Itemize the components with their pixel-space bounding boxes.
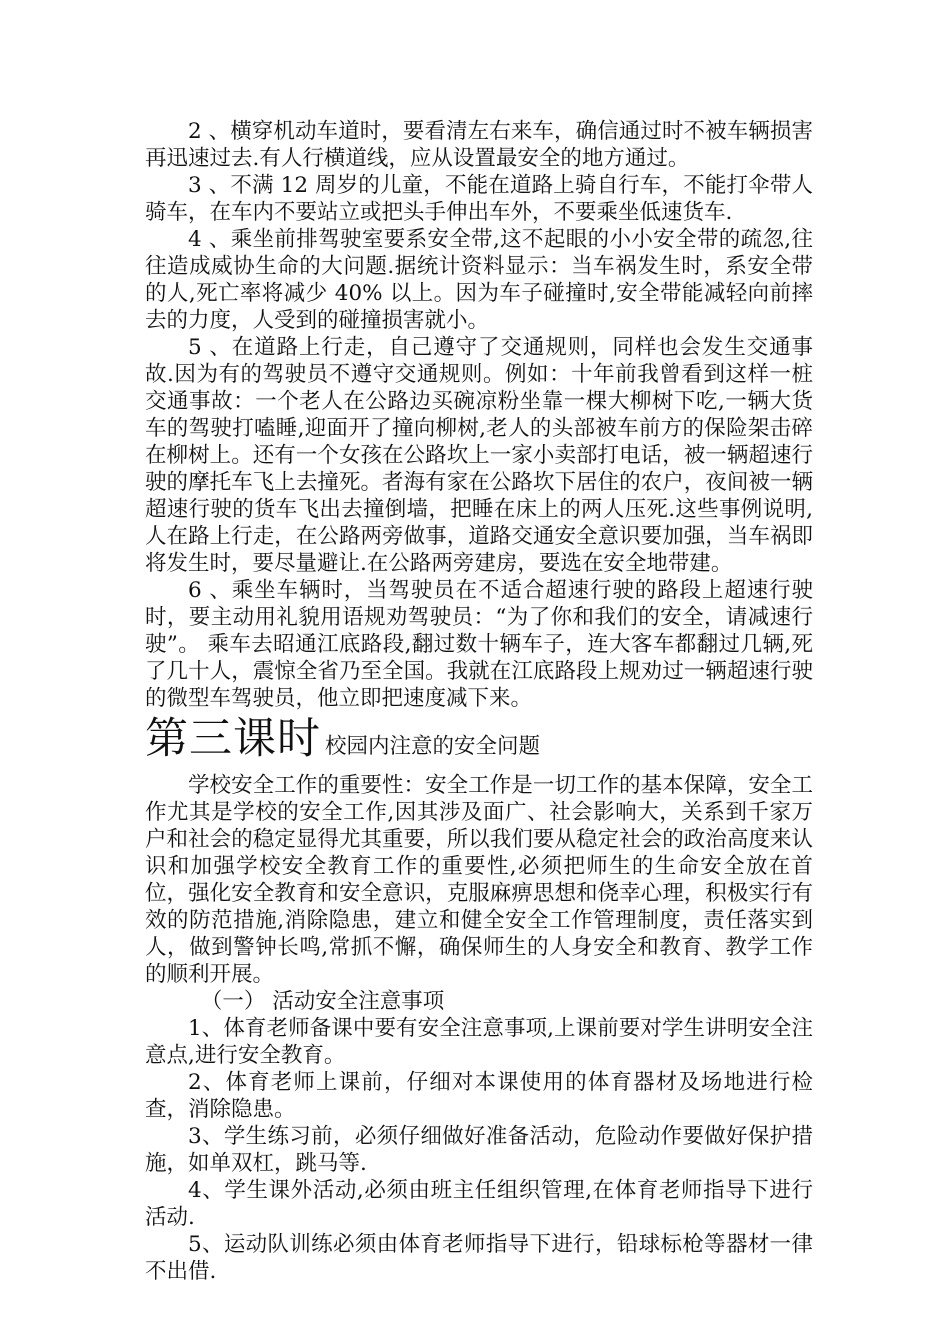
paragraph-rule-4: 4 、乘坐前排驾驶室要系安全带,这不起眼的小小安全带的疏忽,往往造成威协生命的大问题.据统计资料显示：当车祸发生时，系安全带的人,死亡率将减少 40% 以上。因为车子碰撞时,安全带能减轻向前摔去的力度，人受到的碰撞损害就小。	[145, 227, 813, 333]
paragraph-rule-2: 2 、横穿机动车道时，要看清左右来车，确信通过时不被车辆损害再迅速过去.有人行横道线，应从设置最安全的地方通过。	[145, 119, 813, 171]
list-item-2: 2、体育老师上课前，仔细对本课使用的体育器材及场地进行检查，消除隐患。	[145, 1070, 813, 1122]
list-item-5: 5、运动队训练必须由体育老师指导下进行，铅球标枪等器材一律不出借.	[145, 1232, 813, 1284]
lesson-heading	[145, 716, 813, 770]
lesson-heading-subtitle: 校园内注意的安全问题	[325, 734, 541, 759]
paragraph-rule-5: 5 、在道路上行走，自己遵守了交通规则，同样也会发生交通事故.因为有的驾驶员不遵守交通规则。例如：十年前我曾看到这样一桩交通事故：一个老人在公路边买碗凉粉坐靠一棵大柳树下吃,一辆大货车的驾驶打嗑睡,迎面开了撞向柳树,老人的头部被车前方的保险架击碎在柳树上。还有一个女孩在公路坎上一家小卖部打电话，被一辆超速行驶的摩托车飞上去撞死。者海有家在公路坎下居住的农户，夜间被一辆超速行驶的货车飞出去撞倒墙，把睡在床上的两人压死.这些事例说明,人在路上行走，在公路两旁做事，道路交通安全意识要加强，当车祸即将发生时，要尽量避让.在公路两旁建房，要选在安全地带建。	[145, 335, 813, 576]
paragraph-rule-3: 3 、不满 12 周岁的儿童，不能在道路上骑自行车，不能打伞带人骑车，在车内不要站立或把头手伸出车外，不要乘坐低速货车.	[145, 173, 813, 225]
document-page	[145, 118, 813, 1285]
lesson-heading-title: 第三课时	[145, 714, 321, 764]
list-item-1: 1、体育老师备课中要有安全注意事项,上课前要对学生讲明安全注意点,进行安全教育。	[145, 1016, 813, 1068]
list-item-4: 4、学生课外活动,必须由班主任组织管理,在体育老师指导下进行活动.	[145, 1178, 813, 1230]
subheading-activity-safety: （一） 活动安全注意事项	[200, 989, 445, 1014]
list-item-3: 3、学生练习前，必须仔细做好准备活动，危险动作要做好保护措施，如单双杠，跳马等.	[145, 1124, 813, 1176]
paragraph-rule-6: 6 、乘坐车辆时，当驾驶员在不适合超速行驶的路段上超速行驶时，要主动用礼貌用语规劝驾驶员：“为了你和我们的安全，请减速行驶”。 乘车去昭通江底路段,翻过数十辆车子，连大客车都翻过几辆,死了几十人，震惊全省乃至全国。我就在江底路段上规劝过一辆超速行驶的微型车驾驶员，他立即把速度减下来。	[145, 578, 813, 711]
paragraph-intro: 学校安全工作的重要性：安全工作是一切工作的基本保障，安全工作尤其是学校的安全工作,因其涉及面广、社会影响大，关系到千家万户和社会的稳定显得尤其重要，所以我们要从稳定社会的政治高度来认识和加强学校安全教育工作的重要性,必须把师生的生命安全放在首位，强化安全教育和安全意识，克服麻痹思想和侥幸心理，积极实行有效的防范措施,消除隐患，建立和健全安全工作管理制度，责任落实到人，做到警钟长鸣,常抓不懈，确保师生的人身安全和教育、教学工作的顺利开展。	[145, 773, 813, 987]
